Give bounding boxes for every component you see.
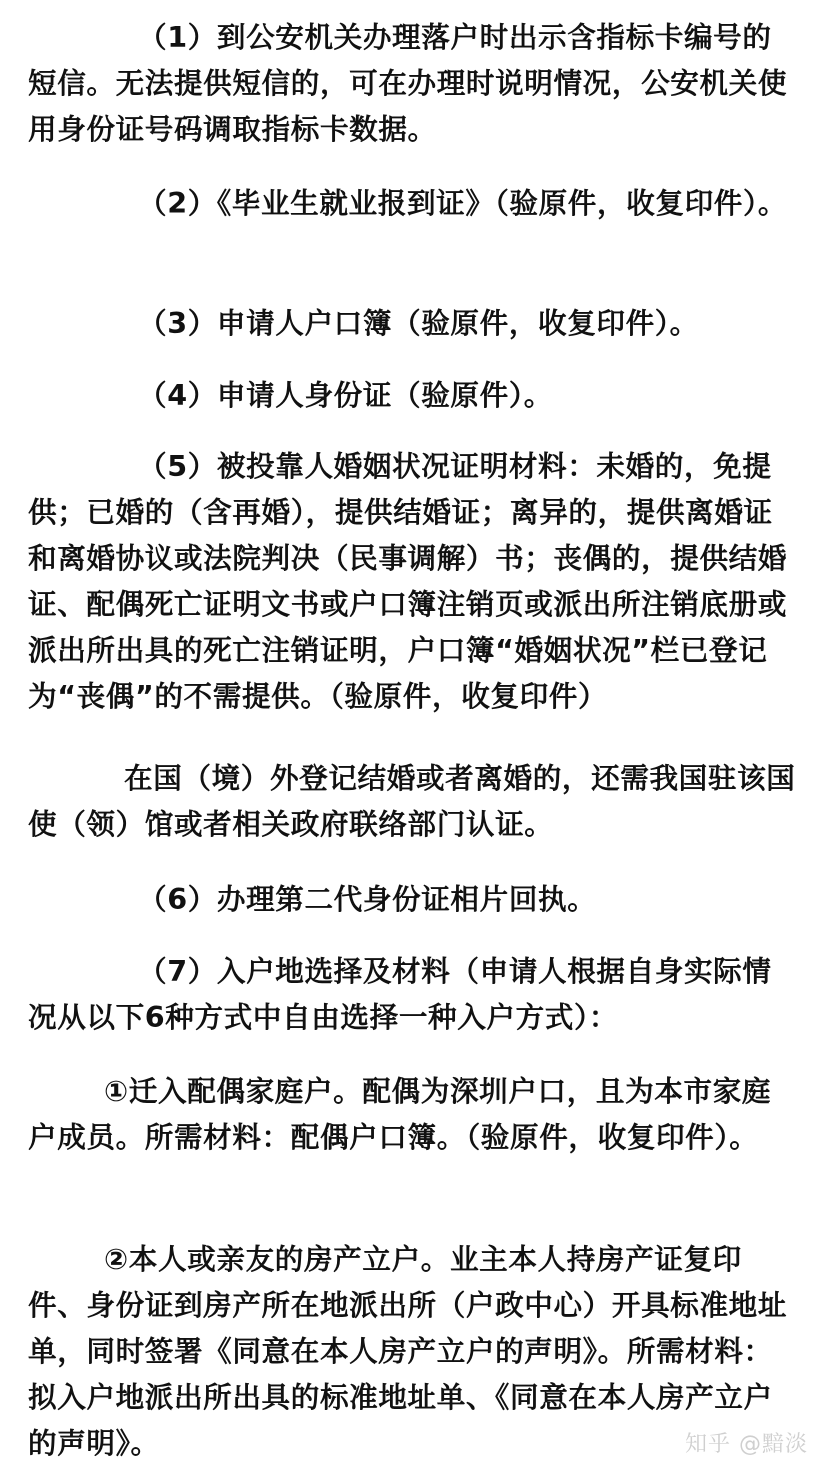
paragraph-item-3: （3）申请人户口簿（验原件，收复印件）。	[138, 306, 699, 340]
paragraph-item-7: （7）入户地选择及材料（申请人根据自身实际情况从以下6种方式中自由选择一种入户方式）：	[28, 954, 772, 1034]
paragraph-item-2: （2）《毕业生就业报到证》（验原件，收复印件）。	[138, 186, 788, 220]
paragraph-item-1: （1）到公安机关办理落户时出示含指标卡编号的短信。无法提供短信的，可在办理时说明情况，公安机关使用身份证号码调取指标卡数据。	[28, 20, 788, 146]
paragraph-item-6: （6）办理第二代身份证相片回执。	[138, 882, 597, 916]
paragraph-option-2: ②本人或亲友的房产立户。业主本人持房产证复印件、身份证到房产所在地派出所（户政中心）开具标准地址单，同时签署《同意在本人房产立户的声明》。所需材料：拟入户地派出所出具的标准地址单、《同意在本人房产立户的声明》。	[28, 1242, 788, 1460]
zhihu-watermark: 知乎 @黯淡	[685, 1432, 808, 1457]
paragraph-item-4: （4）申请人身份证（验原件）。	[138, 378, 553, 412]
paragraph-abroad-note: 在国（境）外登记结婚或者离婚的，还需我国驻该国使（领）馆或者相关政府联络部门认证。	[28, 761, 796, 841]
paragraph-option-1: ①迁入配偶家庭户。配偶为深圳户口，且为本市家庭户成员。所需材料：配偶户口簿。（验原件，收复印件）。	[28, 1074, 772, 1154]
paragraph-item-5: （5）被投靠人婚姻状况证明材料：未婚的，免提供；已婚的（含再婚），提供结婚证；离异的，提供离婚证和离婚协议或法院判决（民事调解）书；丧偶的，提供结婚证、配偶死亡证明文书或户口簿注销页或派出所注销底册或派出所出具的死亡注销证明，户口簿“婚姻状况”栏已登记为“丧偶”的不需提供。（验原件，收复印件）	[28, 449, 788, 713]
